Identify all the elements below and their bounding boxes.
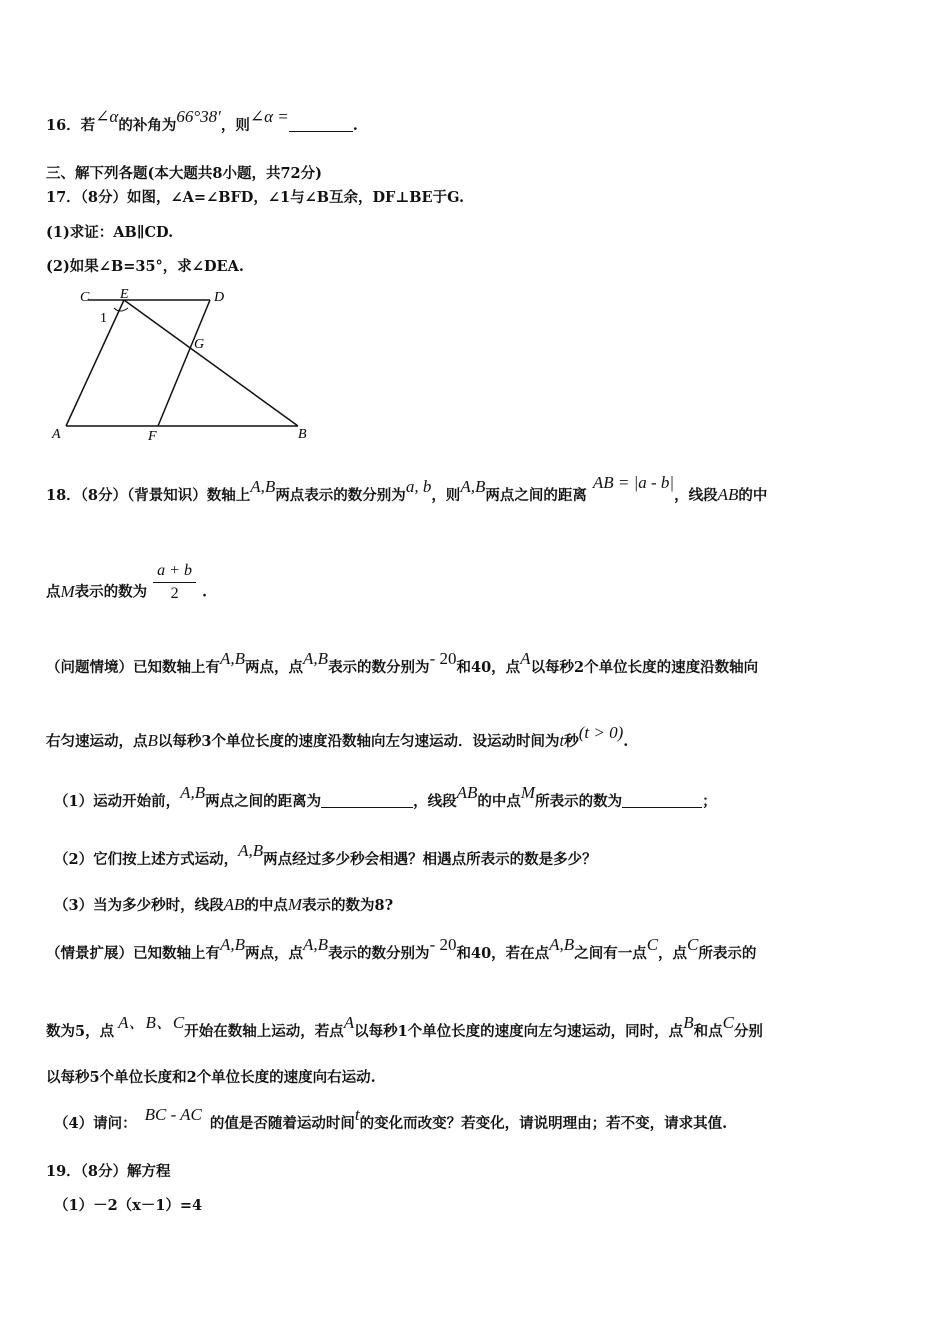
label-c: C (80, 290, 90, 305)
label-b: B (298, 427, 307, 442)
label-a: A (52, 427, 61, 442)
question-18-line4: 右匀速运动，点B以每秒3个单位长度的速度沿数轴向左匀速运动．设运动时间为t秒(t > 0). (46, 723, 629, 750)
question-19-part1: （1）－2（x－1）=4 (54, 1197, 203, 1214)
answer-blank[interactable] (289, 131, 353, 132)
question-18-ext1: （情景扩展）已知数轴上有A,B两点，点A,B表示的数分别为- 20和40，若在点A,B之间有一点C，点C所表示的 (46, 935, 757, 962)
line-eb (124, 300, 298, 426)
label-f: F (148, 429, 157, 444)
midpoint-blank[interactable] (622, 807, 702, 808)
angle-1-arc (114, 308, 128, 311)
question-18-line2: 点M表示的数为 $\frac{a + b}{2}$ . (46, 562, 208, 602)
question-18-ext3: 以每秒5个单位长度和2个单位长度的速度向右运动. (46, 1069, 376, 1086)
question-18-part1: （1）运动开始前，A,B两点之间的距离为 ，线段AB的中点M所表示的数为 ； (54, 783, 717, 810)
line-df (158, 300, 210, 426)
question-18-line3: （问题情境）已知数轴上有A,B两点，点A,B表示的数分别为- 20和40，点A以每秒2个单位长度的速度沿数轴向 (46, 649, 759, 676)
section-heading: 三、解下列各题(本大题共8小题，共72分) (46, 165, 322, 182)
label-g: G (194, 337, 205, 352)
question-16: 16．若∠α的补角为66°38′，则∠α = . (46, 107, 358, 134)
question-17-part2: (2)如果∠B=35°，求∠DEA. (46, 258, 244, 275)
geometry-figure (46, 286, 326, 446)
label-e: E (120, 287, 129, 302)
fraction: $\frac{a + b}{2}$ (153, 562, 196, 603)
label-d: D (214, 290, 225, 305)
question-17-part1: (1)求证：AB∥CD. (46, 224, 174, 241)
question-18-part2: （2）它们按上述方式运动，A,B两点经过多少秒会相遇？相遇点所表示的数是多少？ (54, 841, 597, 868)
question-17-head: 17．（8分）如图，∠A=∠BFD，∠1与∠B互余，DF⊥BE于G. (46, 189, 464, 206)
question-18-ext2: 数为5，点 A、B、C开始在数轴上运动，若点A以每秒1个单位长度的速度向左匀速运动，同时，点B和点C分别 (46, 1013, 763, 1040)
question-18-line1: 18．（8分）（背景知识）数轴上A,B两点表示的数分别为a, b，则A,B两点之间的距离AB = |a - b|，线段AB的中 (46, 473, 768, 504)
line-ae (66, 300, 124, 426)
label-1: 1 (100, 311, 107, 326)
question-18-part3: （3）当为多少秒时，线段AB的中点M表示的数为8? (54, 895, 394, 914)
question-18-part4: （4）请问： BC - AC 的值是否随着运动时间t的变化而改变？若变化，请说明理由；若不变，请求其值. (54, 1105, 728, 1132)
question-19-head: 19．（8分）解方程 (46, 1163, 171, 1180)
distance-blank[interactable] (321, 807, 413, 808)
